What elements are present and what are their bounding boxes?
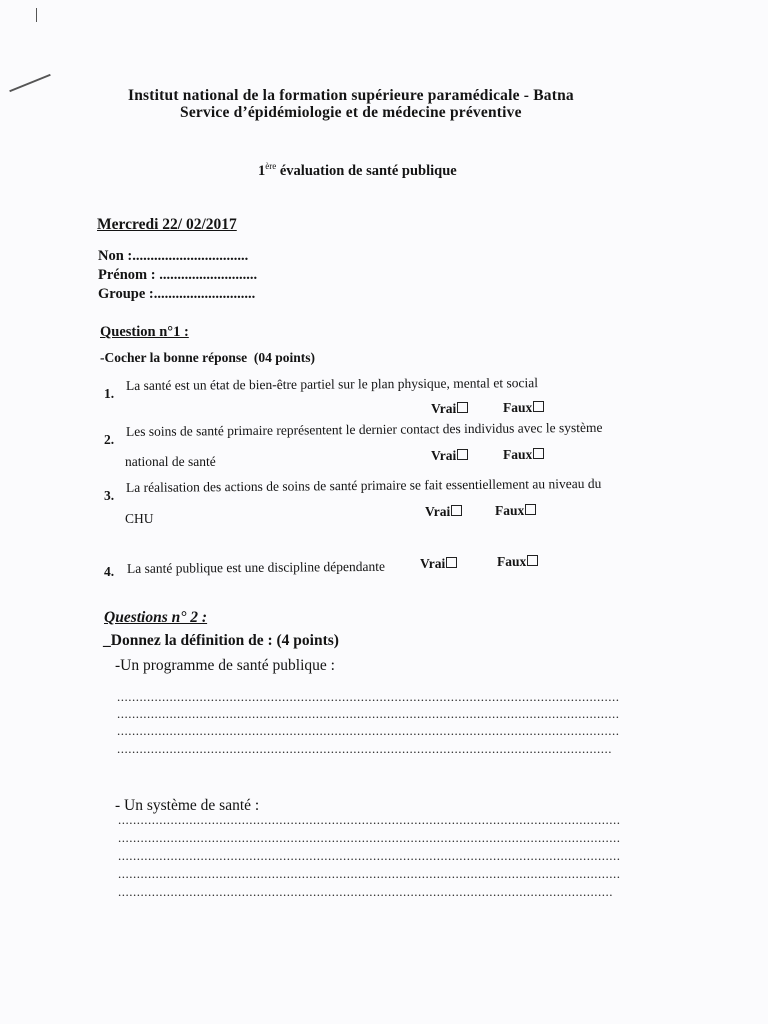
true-label: Vrai xyxy=(431,401,457,416)
true-label: Vrai xyxy=(425,504,451,519)
true-label: Vrai xyxy=(420,556,446,571)
true-option xyxy=(431,401,468,417)
pen-mark xyxy=(9,74,51,92)
item-number: 4. xyxy=(104,564,115,579)
service-name: Service d’épidémiologie et de médecine préventive xyxy=(180,104,522,121)
true-label: Vrai xyxy=(431,448,457,463)
question-1-heading: Question n°1 : xyxy=(100,324,189,340)
question-2-instruction: _Donnez la définition de : (4 points) xyxy=(103,632,339,649)
true-option xyxy=(431,448,468,464)
false-option xyxy=(495,503,536,519)
exam-date: Mercredi 22/ 02/2017 xyxy=(97,216,237,233)
group-field: Groupe :............................ xyxy=(98,286,256,302)
false-option xyxy=(497,554,538,570)
false-checkbox[interactable] xyxy=(533,401,544,412)
sub-question-program: -Un programme de santé publique : xyxy=(115,657,335,674)
answer-line[interactable]: .................................................................................................................................... xyxy=(118,884,613,899)
answer-line[interactable]: ...................................................................................................................................... xyxy=(118,812,621,827)
true-checkbox[interactable] xyxy=(457,402,468,413)
true-option xyxy=(425,504,462,520)
question-2-heading: Questions n° 2 : xyxy=(104,609,208,626)
item-text-continued: national de santé xyxy=(125,454,216,469)
exam-title-text: évaluation de santé publique xyxy=(276,162,457,179)
exam-title-number: 1 xyxy=(258,162,266,179)
item-text: La réalisation des actions de soins de santé primaire se fait essentiellement au niveau du xyxy=(125,475,602,495)
name-field: Non :................................ xyxy=(98,248,249,264)
pen-mark xyxy=(36,8,37,22)
question-1-instruction xyxy=(100,350,315,366)
exam-title-sup: ère xyxy=(265,161,277,171)
item-number: 2. xyxy=(104,432,115,447)
item-text: Les soins de santé primaire représentent le dernier contact des individus avec le système xyxy=(125,419,603,439)
false-label: Faux xyxy=(497,554,527,569)
false-option xyxy=(503,400,544,416)
item-number: 3. xyxy=(104,488,115,503)
answer-line[interactable]: .................................................................................................................................... xyxy=(117,741,612,756)
true-checkbox[interactable] xyxy=(457,449,468,460)
item-text: La santé publique est une discipline dépendante xyxy=(126,558,385,576)
sub-question-system: - Un système de santé : xyxy=(115,797,260,814)
false-checkbox[interactable] xyxy=(525,504,536,515)
institute-name: Institut national de la formation supérieure paramédicale - Batna xyxy=(128,87,574,104)
false-option xyxy=(503,447,544,463)
false-checkbox[interactable] xyxy=(527,555,538,566)
answer-line[interactable]: ...................................................................................................................................... xyxy=(118,848,621,863)
answer-line[interactable]: ...................................................................................................................................... xyxy=(117,689,620,704)
true-checkbox[interactable] xyxy=(451,505,462,516)
true-checkbox[interactable] xyxy=(446,557,457,568)
false-label: Faux xyxy=(503,447,533,462)
false-checkbox[interactable] xyxy=(533,448,544,459)
answer-line[interactable]: ...................................................................................................................................... xyxy=(117,723,620,738)
false-label: Faux xyxy=(495,503,525,518)
answer-line[interactable]: ...................................................................................................................................... xyxy=(118,866,621,881)
points: (04 points) xyxy=(253,350,316,365)
false-label: Faux xyxy=(503,400,533,415)
first-name-field: Prénom : ........................... xyxy=(98,267,258,283)
true-option xyxy=(420,556,457,572)
answer-line[interactable]: ...................................................................................................................................... xyxy=(118,830,621,845)
exam-title xyxy=(258,161,457,180)
item-number: 1. xyxy=(104,386,115,401)
answer-line[interactable]: ...................................................................................................................................... xyxy=(117,706,620,721)
item-text: La santé est un état de bien-être partiel sur le plan physique, mental et social xyxy=(125,375,539,393)
item-text-continued: CHU xyxy=(125,511,154,526)
instruction-text: -Cocher la bonne réponse xyxy=(100,350,248,365)
